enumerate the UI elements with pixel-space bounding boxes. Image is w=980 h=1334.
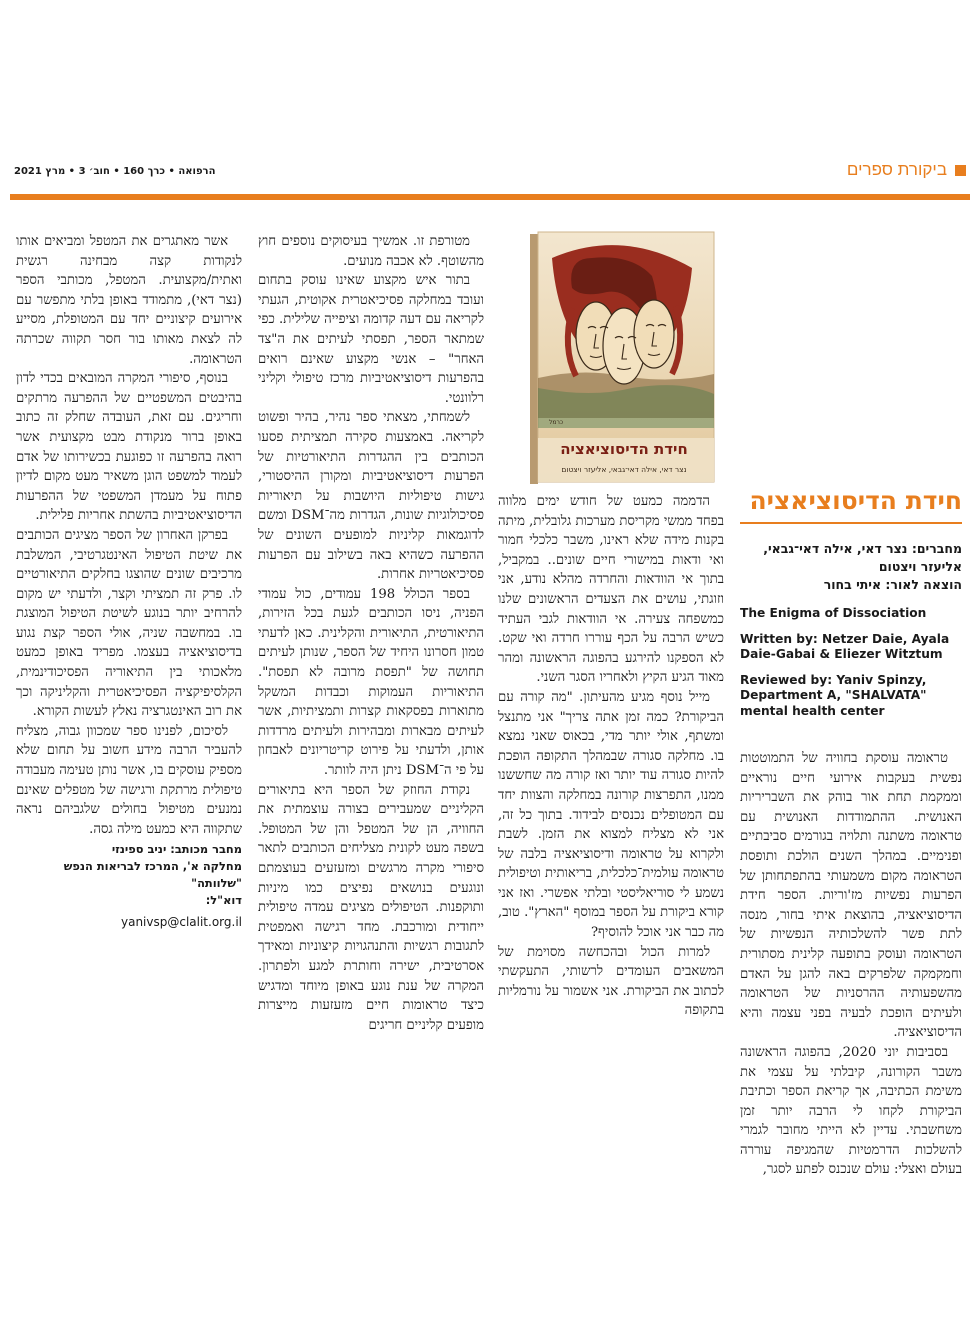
article-credits <box>740 540 962 594</box>
book-cover-publisher: כרמל <box>548 419 564 426</box>
col1-paragraph: טראומה עוסקת בחוויה של התמוטטות נפשית בעקבות אירועי חיים נוראיים וממקמת תחת אור בוהק את השבריריות האנושית. ההתמודדות האנושית עם טראומה משתנה ותלויה בגורמים סביבתיים ופנימיים. במהלך השנים הולכת ותופסת הטראומה מקום משמעותי בהתפתחותן של הפרעות נפשיות מז'וריות. הספר חידת הדיסוציאציה, בהוצאת איתי בחור, מנסה לתת פשר להשלכותיה הנפשיות של הטראומה ועוסק בתופעה קלינית מסתורית וחמקמקה שלפרקים באה להגן על האדם מהשפעותיה ההרסניות של הטראומה ולעיתים הופכת לבעיה בפני עצמה והיא הדיסוציאציה. <box>740 751 962 1041</box>
column-2 <box>498 492 724 1021</box>
col2-paragraph: הדממה כמעט של חודש ימים מלווה בפחד ממשי מקריסת מערכות גלובלית, מיתה בקנות מידה שלא ראינו, משבר כלכלי חמור ואי ודאות במישורי חיים שונים.. במקביל, בתוך אי הוודאות והחרדה מהלא נודע, אני וזוגתי, עושים את הצעדים הראשונים שלנו כמשפחה צעירה. אי הוודאות לגבי העתיד כשיש הרבה על הכף עוררו חרדה ואי שקט. לא הספקנו להירגע בהפוגה הראשונה ומהר מאוד הגיע הקיץ ולאחריו הסגר השני. <box>498 494 724 686</box>
col4-paragraph: בנוסף, סיפורי המקרה המובאים בכדי לדון בהיבטים המשפטיים של ההפרעה מרתקים וחריגים. עם זאת, העובדה שחלק זה כתוב באופן ברור מנקודת מבט מקצועית אשר רואה בהפרעה זו כפוגעת בכשירותו של אדם לעמוד למשפט הוגן משאיר מעט מקום לדיון פתוח על מעמדן המשפטי של ההפרעות הדיסוציאטיביות בהשתת אחריות פלילית. <box>16 371 242 524</box>
section-title: ביקורת ספרים <box>846 160 947 179</box>
reviewer-email[interactable]: yanivsp@clalit.org.il <box>120 915 242 930</box>
book-cover-title: חידת הדיסוציאציה <box>560 440 688 458</box>
column-4 <box>16 232 242 933</box>
journal-info: הרפואה • כרך 160 • חוב׳ 3 • מרץ 2021 <box>14 166 216 177</box>
title-rule <box>740 522 962 524</box>
col3-paragraph: נקודת החוזק של הספר היא בתיאורים הקליניים שמעבירים בצורה עוצמתית את החוויה, הן של המטפל והן של המטופל. בשפה מעט לקונית מצליחים הכותבים לתאר סיפורי מקרה מרגשים ומזעזעים בעוצמתם ונוגעים בנושאים נפיצים כמו מיניות ותוקפנות. הטיפולים מציגים עמדה טיפולית ייחודית ומורכבת. מחד רגישה ואמפטית לתגובות רגשיות והתנהגויות קיצוניות ומאידך אסרטיבית, ישירה וחותרת למגע ולפתרון. המקרה של ענת נוגע באופן מיוחד ומדגיש כיצד טראומות חיים מזעזעות מייצרות מופעים קליניים חריגים <box>258 782 484 1033</box>
reviewer-dept: מחלקה א', המרכז לבריאות הנפש "שלוותה" <box>63 859 242 891</box>
col3-paragraph: בתור איש מקצוע שאינו עוסק בתחום ועובד במחלקה פסיכיאטרית אקוטית, הגעתי לקריאה עם דעה קדומה וציפייה שלילית. כפי שמתאר הספר, תפסתי לעיתים את ה"צד האחר" – אנשי מקצוע שאינם רואים בהפרעות דיסוציאטיביות מרכז טיפולי וקליני רלוונטי. <box>258 273 484 406</box>
col4-paragraph: אשר מאתגרים את המטפל ומביאים אותו לנקודות קצה מבחינה רגשית ואתית/מקצועית. המטפל, מכותבי הספר (נצר דאי), מתמודד באופן בלתי מתפשר עם אירועים קיצוניים יחד עם המטופלת, מסייע לה לצאת מאותו בור חסר תקווה שכרתה הטראומה. <box>16 234 242 367</box>
english-reviewer: Reviewed by: Yaniv Spinzy, Department A, "SHALVATA" mental health center <box>740 672 927 718</box>
section-square-icon <box>955 165 966 176</box>
book-cover-authors: נצר דאי, אילה דאי־גבאי, אליעזר ויצטום <box>561 465 687 474</box>
page-header <box>0 158 980 188</box>
book-cover-image <box>512 228 720 490</box>
column-1 <box>740 486 962 1180</box>
book-spine <box>530 234 538 484</box>
article-title: חידת הדיסוציאציה <box>749 486 962 515</box>
publisher-line: הוצאה לאור: איתי בחור <box>823 577 962 592</box>
authors-line: מחברים: נצר דאי, אילה דאי־גבאי, אליעזר ויצטום <box>763 541 962 574</box>
reviewer-bio <box>16 841 242 909</box>
english-authors: Written by: Netzer Daie, Ayala Daie-Gabai & Eliezer Witztum <box>740 631 950 661</box>
col1-paragraph: בסביבות יוני 2020, בהפוגה הראשונה משבר הקורונה, קיבלתי על עצמי את משימת הכתיבה, אך קריאת הספר וכתיבת הביקורת לקחו לי הרבה יותר זמן משחשבתי. עדיין לא הייתי מחובר לגמרי להשלכות הדרמטיות שהמגיפה עוררה בעולם ואצלי: עולם שנכנס לפתע לסגר, <box>740 1044 962 1178</box>
col4-paragraph: לסיכום, לפנינו ספר שמכוון גבוה, מצליח להעביר הרבה מידע חשוב על תחום שלא מספיק עוסקים בו, אשר נותן טעימה מעבודה טיפולית מרתקת ורגישה של מטפלים שאינם נמנעים מטיפול בחולים שלגביהם נראה שתקווה היא כמעט מילה גסה. <box>16 723 242 837</box>
col3-paragraph: מטורפת זו. אמשיך בעיסוקים נוספים חוץ מהשוטף. לא אכבה מנועים. <box>258 234 484 269</box>
english-title: The Enigma of Dissociation <box>740 606 927 620</box>
col3-paragraph: לשמחתי, מצאתי ספר נהיר, בהיר ופשוט לקריאה. באמצעות סקירה תמציתית פסעו הכותבים בין ההגדרות התיאורטיות של הפרעות דיסוציאטיביות ומקורן ההיסטורי, גישות טיפוליות היושבות על תיאוריות פסיכולוגיות שונות, הגדרות מה־DSM ומשם לדוגמאות קליניות למופעים השונים של ההפרעה כשהיא באה בשילוב עם הפרעות פסיכיאטריות אחרות. <box>258 410 484 583</box>
reviewer-name: מחבר מכותב: יניב ספינזי <box>111 842 242 857</box>
header-rule <box>10 194 970 200</box>
column-3 <box>258 232 484 1035</box>
reviewer-email-label: דוא"ל: <box>205 893 242 908</box>
col2-paragraph: מייל נוסף מגיע מהעיתון. "מה קורה עם הביקורת? כמה זמן אתה צריך" אני מתנצל ומשתף, אולי יותר מדי, בכאוס שאני נמצא בו. מחלקה סגורה שבמהלך התקופה הופכת להיות סגורה עוד יותר ואז קורה מה שחששנו ממנו, התפרצות קורונה במחלקה והצוות יחד עם המטופלים נכנסים לבידוד. בתוך כל זה, אני לא מצליח למצוא את הזמן. לשבת ולקרוא על טראומה ודיסוציאציה בלבה של טראומה עולמית־כלכלית, בריאותית וטיפולית נשמע לי סוריאליסטי ובלתי אפשרי. ואז אני קורא ביקורת על הספר במוסף "הארץ". טוב, מה כבר אני אוכל להוסיף? <box>498 689 724 941</box>
col3-paragraph: בספר הכולל 198 עמודים, כול עמודי הפניה, ניסו הכותבים לגעת בכל הזירות, התיאורטית, התיאורית והקלינית. כאן לדעתי טמון חסרונו היחיד של הספר, שנותן לעיתים תחושה של "תפסת מרובה לא תפסת". התיאוריות העמוקות וכבדות המשקל מתוארות בפסקאות קצרות ותמציתיות, אשר לעיתים מבארות ומבהירות ולעיתים מרדדות אותן, ולדעתי על פירוט קריטריונים לאבחון על פי ה־DSM ניתן היה לוותר. <box>258 586 484 779</box>
col2-paragraph: למרות הכול ובהכחשה מסוימת של המשאבים העומדים לרשותי, התעקשתי לכתוב את הביקורת. אני אשמור על נורמליות בתקופה <box>498 944 724 1019</box>
col4-paragraph: בפרקן האחרון של הספר מציגים הכותבים את שיטת הטיפול האינטגרטיבי, המשלבת מרכיבים שונים שהוצגו בחלקים התיאורטיים לו. פרק זה תמציתי וקצר, ולדעתי יש מקום להרחיב יותר בנוגע לשיטת הטיפול המוצגת בו. במחשבה שניה, אולי הספר קצת נגוע בדיסוציאציה בעצמו. מפריד באופן כמעט מלאכותי בין התיאוריה הפסיכודינמית, הקלסיפיקציה הפסיכיאטרית והקליניקה וכך את רוב האינטגרציה נאלץ לעשות הקורא. <box>16 527 242 720</box>
section-label <box>847 160 966 180</box>
